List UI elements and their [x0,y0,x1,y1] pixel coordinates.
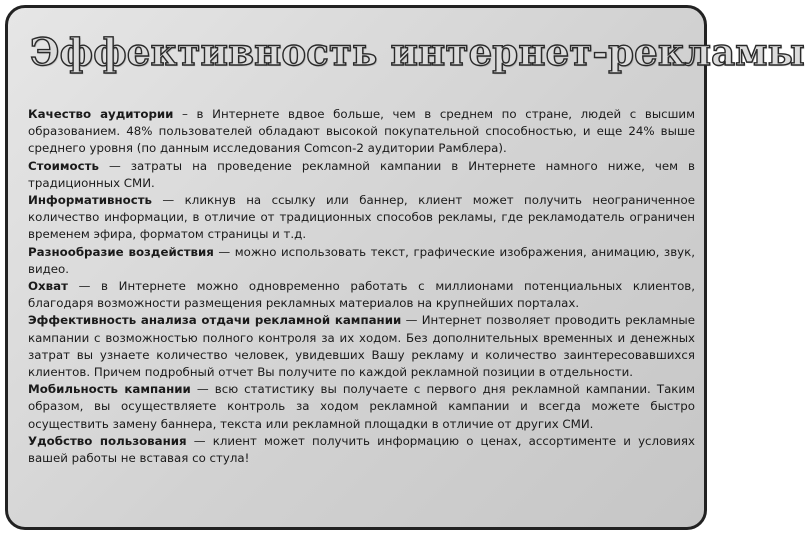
slide-body [28,106,695,467]
paragraph-text: — клиент может получить информацию о ценах, ассортименте и условиях вашей работы не вставая со стула! [28,433,695,466]
term-label: Удобство пользования [28,433,187,448]
paragraph-text: — можно использовать текст, графические изображения, анимацию, звук, видео. [28,244,696,276]
paragraph-campaign-mobility [28,381,695,433]
paragraph-cost [28,158,695,192]
paragraph-analysis-efficiency [28,312,695,381]
paragraph-convenience [28,433,695,467]
paragraph-text: — в Интернете можно одновременно работать с миллионами потенциальных клиентов, благодаря возможности размещения рекламных материалов на крупнейших порталах. [28,279,695,311]
paragraph-informativeness [28,192,695,244]
term-label: Мобильность кампании [28,382,191,397]
term-label: Эффективность анализа отдачи рекламной кампании [28,313,402,328]
term-label: Стоимость [28,158,99,173]
slide-frame [5,5,805,530]
paragraph-text: — всю статистику вы получаете с первого дня рекламной кампании. Таким образом, вы осуществляете контроль за ходом рекламной кампании и всегда можете быстро осуществить замену баннера, текста или рекламной площадки в отличие от других СМИ. [28,382,695,431]
paragraph-impact-variety [28,244,695,278]
paragraph-text: — Интернет позволяет проводить рекламные кампании с возможностью полного контроля за их ходом. Без дополнительных временных и денежных затрат вы узнаете количество человек, увидевших Вашу рекламу и количество заинтересовавшихся клиентов. Причем подробный отчет Вы получите по каждой рекламной позиции в отдельности. [28,313,695,380]
term-label: Разнообразие воздействия [28,244,214,259]
paragraph-audience-quality [28,106,695,158]
term-label: Информативность [28,193,152,208]
paragraph-text: — кликнув на ссылку или баннер, клиент может получить неограниченное количество информации, в отличие от традиционных способов рекламы, где рекламодатель ограничен временем эфира, форматом страницы и т.д. [28,193,695,242]
term-label: Качество аудитории [28,107,174,121]
paragraph-text: — затраты на проведение рекламной кампании в Интернете намного ниже, чем в традиционных СМИ. [28,158,695,190]
paragraph-reach [28,278,695,312]
term-label: Охват [28,279,68,294]
paragraph-text: – в Интернете вдвое больше, чем в среднем по стране, людей с высшим образованием. 48% пользователей обладают высокой покупательной способностью, и еще 24% выше среднего уровня (по данным исследования Comcon-2 аудитории Рамблера). [28,107,695,156]
slide-title: Эффективность интернет-рекламы [30,30,805,74]
